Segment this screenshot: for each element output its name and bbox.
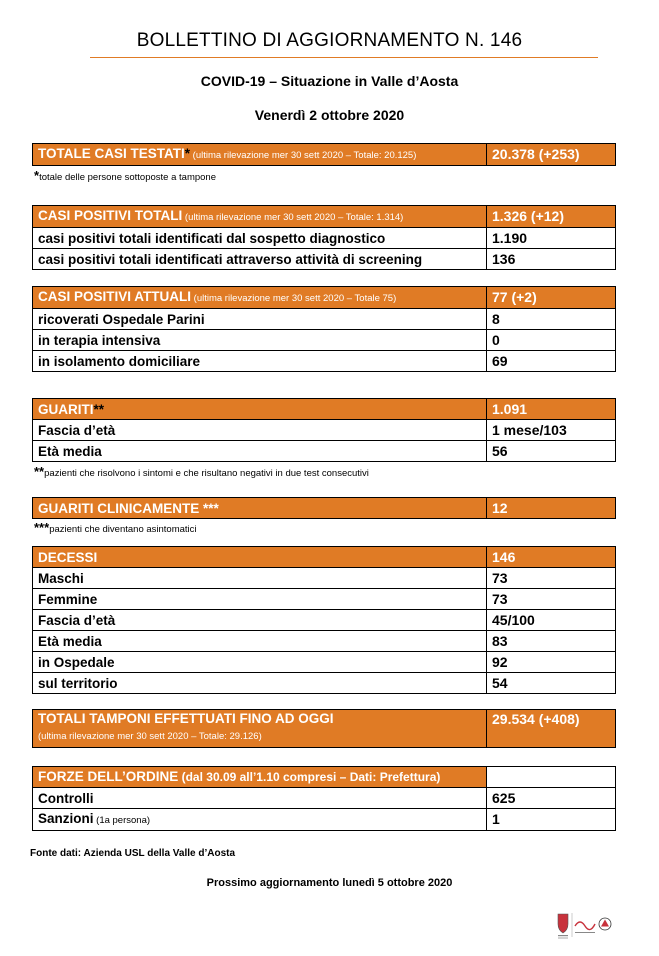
- header-value: 1.091: [487, 399, 616, 420]
- row-label-cell: [33, 809, 487, 831]
- row-label: casi positivi totali identificati dal sospetto diagnostico: [33, 228, 487, 249]
- row-value: 8: [487, 309, 616, 330]
- table-row: [33, 568, 616, 589]
- table-row: [33, 652, 616, 673]
- row-label: Età media: [33, 441, 487, 462]
- header-label: TOTALI TAMPONI EFFETTUATI FINO AD OGGI: [38, 711, 334, 726]
- row-value: 1.190: [487, 228, 616, 249]
- table-guariti: [32, 398, 616, 462]
- header-value-empty: [487, 767, 616, 788]
- row-label: ricoverati Ospedale Parini: [33, 309, 487, 330]
- health-agency-logo-icon: [572, 913, 595, 937]
- row-label: casi positivi totali identificati attraverso attività di screening: [33, 249, 487, 270]
- header-note: (ultima rilevazione mer 30 sett 2020 – Totale: 20.125): [190, 150, 417, 161]
- header-cell: [33, 144, 487, 166]
- footnote-text: pazienti che diventano asintomatici: [49, 524, 197, 535]
- table-header-row: [33, 206, 616, 228]
- table-row: [33, 809, 616, 831]
- header-label: DECESSI: [38, 549, 98, 565]
- table-row: [33, 228, 616, 249]
- row-value: 73: [487, 568, 616, 589]
- row-label: Controlli: [33, 788, 487, 809]
- header-note: (dal 30.09 all’1.10 compresi – Dati: Prefettura): [178, 770, 441, 784]
- table-row: [33, 788, 616, 809]
- row-label: in terapia intensiva: [33, 330, 487, 351]
- row-label: Sanzioni: [38, 811, 94, 826]
- row-value: 0: [487, 330, 616, 351]
- header-cell: [33, 767, 487, 788]
- row-label: Femmine: [33, 589, 487, 610]
- header-label: GUARITI CLINICAMENTE: [38, 500, 200, 516]
- footnote-guariti-clinicamente: [34, 520, 197, 535]
- header-value: 1.326 (+12): [487, 206, 616, 228]
- header-cell: [33, 547, 487, 568]
- header-value: 12: [487, 498, 616, 519]
- row-value: 1 mese/103: [487, 420, 616, 441]
- header-label: CASI POSITIVI ATTUALI: [38, 289, 192, 304]
- header-label: CASI POSITIVI TOTALI: [38, 208, 183, 223]
- table-row: [33, 351, 616, 372]
- header-cell: [33, 710, 487, 748]
- table-row: [33, 610, 616, 631]
- civil-protection-logo-icon: [599, 918, 611, 930]
- table-casi-testati: [32, 143, 616, 166]
- row-label: Maschi: [33, 568, 487, 589]
- row-value: 45/100: [487, 610, 616, 631]
- page-title: BOLLETTINO DI AGGIORNAMENTO N. 146: [136, 30, 523, 51]
- row-value: 92: [487, 652, 616, 673]
- table-header-row: [33, 547, 616, 568]
- row-sublabel: (1a persona): [93, 815, 151, 826]
- row-label: Età media: [33, 631, 487, 652]
- header-cell: [33, 287, 487, 309]
- footnote-mark: *: [34, 168, 40, 183]
- table-row: [33, 420, 616, 441]
- header-cell: [33, 498, 487, 519]
- row-value: 69: [487, 351, 616, 372]
- table-row: [33, 309, 616, 330]
- header-value: 20.378 (+253): [487, 144, 616, 166]
- footnote-mark: ***: [34, 520, 50, 535]
- table-tamponi: [32, 709, 616, 748]
- table-row: [33, 631, 616, 652]
- row-label: in Ospedale: [33, 652, 487, 673]
- table-forze-ordine: [32, 766, 616, 831]
- table-row: [33, 330, 616, 351]
- table-row: [33, 441, 616, 462]
- table-row: [33, 673, 616, 694]
- header-note: (ultima rilevazione mer 30 sett 2020 – Totale 75): [191, 293, 397, 304]
- footnote-text: totale delle persone sottoposte a tampone: [39, 172, 216, 183]
- row-label: Fascia d’età: [33, 420, 487, 441]
- row-value: 136: [487, 249, 616, 270]
- header-label: FORZE DELL’ORDINE: [38, 769, 179, 784]
- row-label: Fascia d’età: [33, 610, 487, 631]
- footnote-text: pazienti che risolvono i sintomi e che risultano negativi in due test consecutivi: [44, 468, 369, 479]
- table-header-row: [33, 287, 616, 309]
- footnote-mark: **: [34, 464, 45, 479]
- header-mark: ***: [199, 500, 219, 516]
- title-divider: [90, 57, 598, 58]
- header-mark: *: [184, 146, 191, 161]
- row-value: 54: [487, 673, 616, 694]
- header-note: (ultima rilevazione mer 30 sett 2020 – Totale: 29.126): [38, 731, 262, 742]
- table-header-row: [33, 144, 616, 166]
- footnote-testati: [34, 168, 216, 183]
- row-label: sul territorio: [33, 673, 487, 694]
- header-value: 146: [487, 547, 616, 568]
- row-value: 83: [487, 631, 616, 652]
- institution-logos: [555, 910, 615, 940]
- footnote-guariti: [34, 464, 369, 479]
- table-row: [33, 249, 616, 270]
- header-label: TOTALE CASI TESTATI: [38, 146, 185, 161]
- table-header-row: [33, 767, 616, 788]
- header-label: GUARITI: [38, 401, 94, 417]
- row-value: 73: [487, 589, 616, 610]
- data-source: Fonte dati: Azienda USL della Valle d’Aosta: [30, 848, 236, 859]
- table-header-row: [33, 399, 616, 420]
- header-cell: [33, 206, 487, 228]
- header-mark: **: [93, 401, 105, 417]
- row-value: 1: [487, 809, 616, 831]
- header-note: (ultima rilevazione mer 30 sett 2020 – Totale: 1.314): [182, 212, 404, 223]
- table-positivi-totali: [32, 205, 616, 270]
- table-positivi-attuali: [32, 286, 616, 372]
- next-update: Prossimo aggiornamento lunedì 5 ottobre 2020: [206, 877, 453, 889]
- row-value: 56: [487, 441, 616, 462]
- header-value: 29.534 (+408): [487, 710, 616, 748]
- row-label: in isolamento domiciliare: [33, 351, 487, 372]
- header-cell: [33, 399, 487, 420]
- table-decessi: [32, 546, 616, 694]
- table-header-row: [33, 710, 616, 748]
- row-value: 625: [487, 788, 616, 809]
- table-guariti-clinicamente: [32, 497, 616, 519]
- table-row: [33, 589, 616, 610]
- page-subtitle: COVID-19 – Situazione in Valle d’Aosta: [200, 73, 459, 89]
- regional-crest-icon: [558, 914, 568, 939]
- header-value: 77 (+2): [487, 287, 616, 309]
- table-header-row: [33, 498, 616, 519]
- page-date: Venerdì 2 ottobre 2020: [254, 107, 405, 123]
